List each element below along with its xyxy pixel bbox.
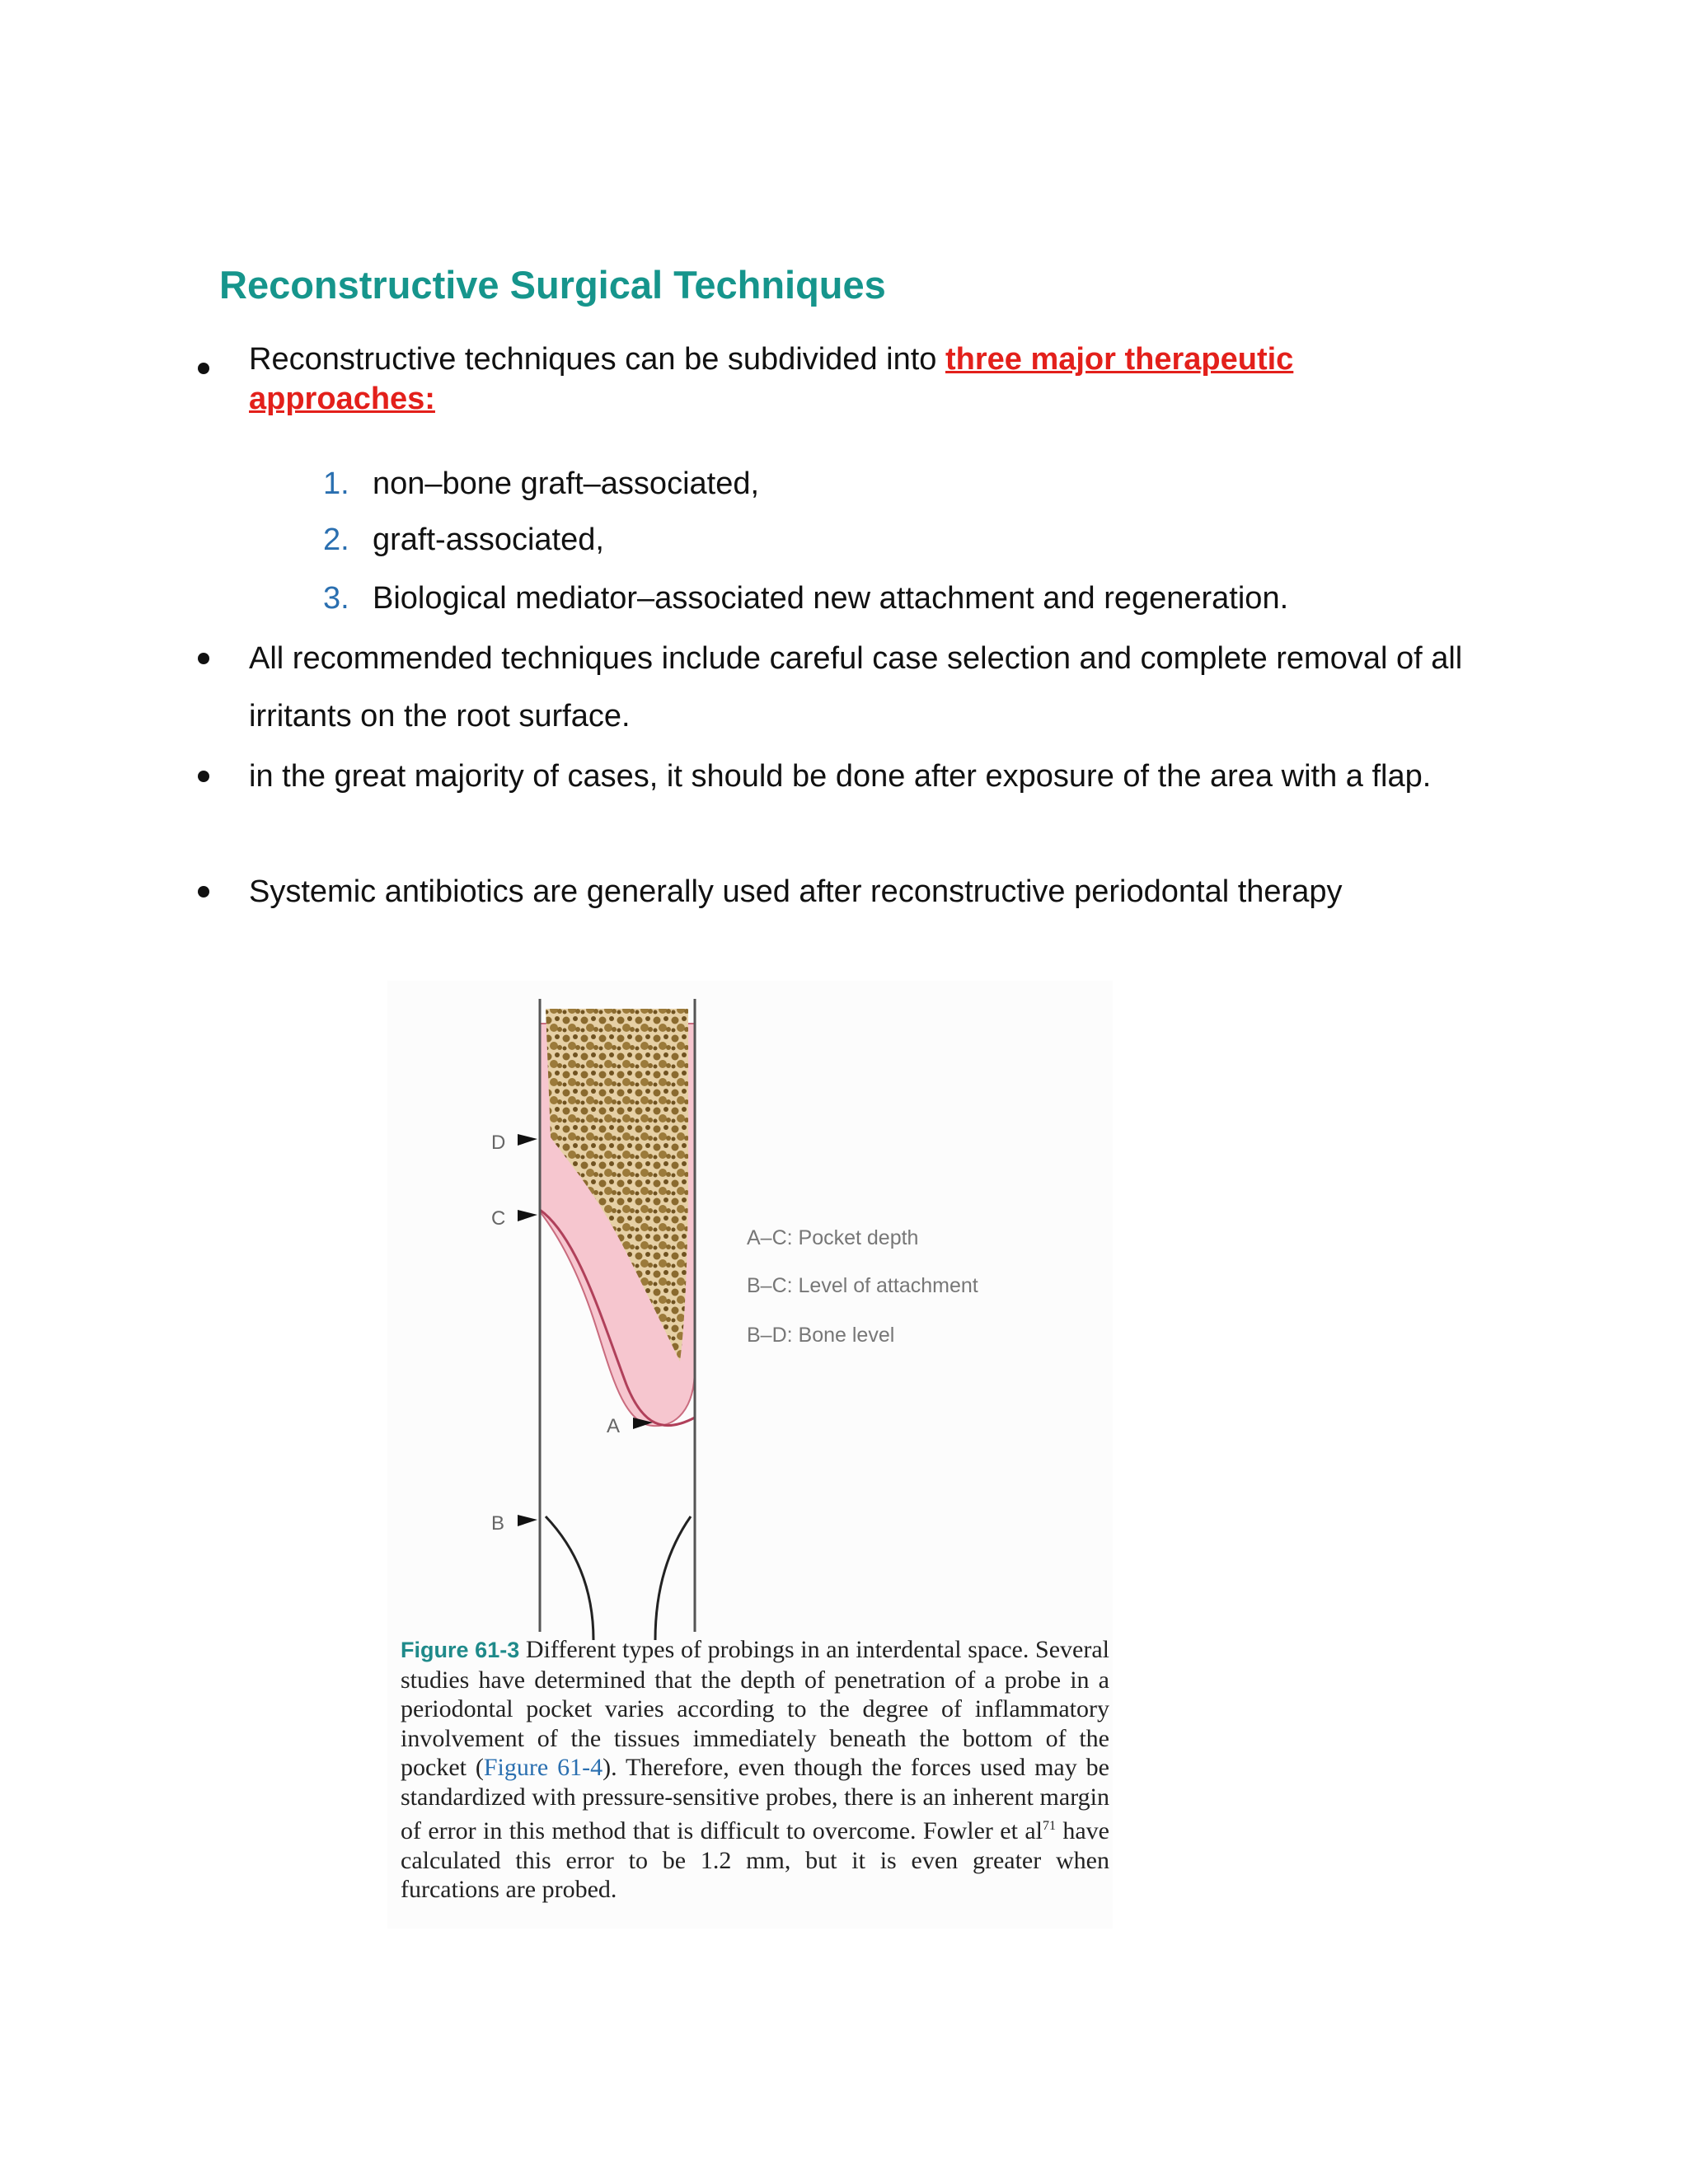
bullet-text-plain: Reconstructive techniques can be subdivided into: [249, 342, 945, 377]
section-heading: Reconstructive Surgical Techniques: [219, 263, 886, 307]
item-text: Biological mediator–associated new attachment and regeneration.: [373, 581, 1289, 616]
marker-c: C: [491, 1207, 506, 1230]
item-number: 1.: [323, 466, 349, 501]
legend-bone-level: B–D: Bone level: [747, 1324, 895, 1347]
item-text: graft-associated,: [373, 523, 604, 557]
highlight-text: three major therapeutic approaches:: [249, 342, 1294, 416]
caption-label: Figure 61-3: [401, 1638, 520, 1662]
caption-text: have calculated this error to be 1.2 mm, but it is even greater when furcations are probed.: [401, 1817, 1109, 1903]
bullet-text: in the great majority of cases, it should be done after exposure of the area with a flap.: [249, 759, 1432, 794]
item-text: non–bone graft–associated,: [373, 466, 760, 501]
reference-superscript: 71: [1042, 1819, 1056, 1833]
legend-attachment: B–C: Level of attachment: [747, 1274, 978, 1297]
arrow-d-icon: [518, 1134, 537, 1146]
figure-caption: [401, 1635, 1109, 1905]
marker-d: D: [491, 1132, 506, 1154]
bullet-text: Systemic antibiotics are generally used after reconstructive periodontal therapy: [249, 874, 1343, 909]
caption-text: ). Therefore, even though the forces used may be standardized with pressure-sensitive probes, there is an inherent margin of error in this method that is difficult to overcome. Fowler et al: [401, 1754, 1109, 1844]
marker-a: A: [607, 1415, 621, 1437]
legend-pocket-depth: A–C: Pocket depth: [747, 1226, 919, 1249]
marker-b: B: [491, 1512, 505, 1535]
arrow-b-icon: [518, 1515, 537, 1526]
bullet-text: All recommended techniques include careful case selection and complete removal of all irritants on the root surface.: [249, 641, 1463, 733]
item-number: 2.: [323, 523, 349, 557]
arrow-c-icon: [518, 1210, 537, 1221]
figure-reference-link[interactable]: Figure 61-4: [483, 1754, 603, 1781]
item-number: 3.: [323, 581, 349, 616]
septum-curve-left: [546, 1516, 593, 1640]
septum-curve-right: [655, 1516, 691, 1640]
caption-text: Different types of probings in an interdental space. Several studies have determined that the depth of penetration of a probe in a periodontal pocket varies according to the degree of inflammatory involvement of the tissues immediately beneath the bottom of the pocket (: [401, 1636, 1109, 1781]
